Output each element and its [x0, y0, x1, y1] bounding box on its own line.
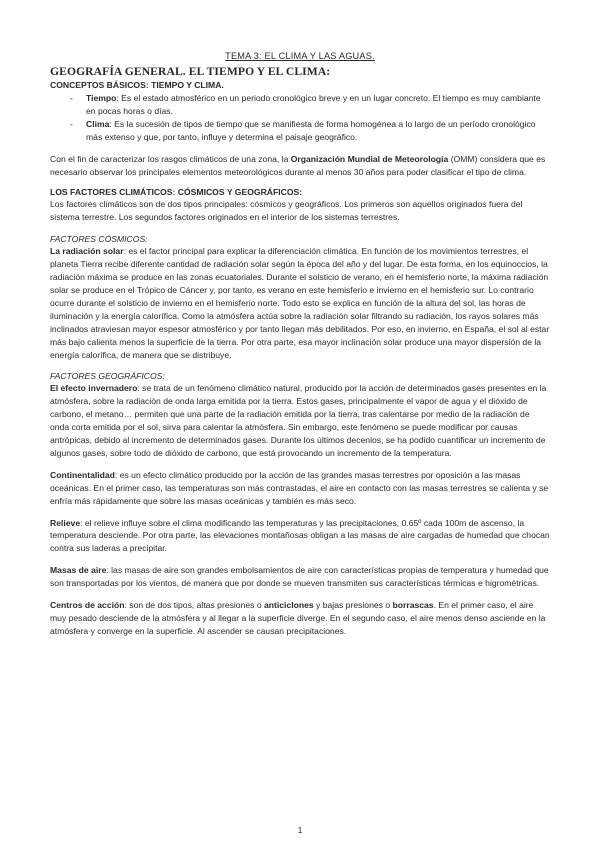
main-heading: GEOGRAFÍA GENERAL. EL TIEMPO Y EL CLIMA:	[50, 65, 331, 78]
document-title: TEMA 3: EL CLIMA Y LAS AGUAS.	[225, 51, 375, 61]
conceptos-heading: CONCEPTOS BÁSICOS: TIEMPO Y CLIMA.	[50, 80, 224, 90]
list-item-tiempo	[50, 92, 550, 118]
radiacion-term: La radiación solar	[50, 246, 124, 257]
page-number: 1	[297, 825, 303, 835]
centros-text-3: . En el primer caso, el aire muy pesado desciende de la atmósfera y al llegar a la superficie diverge. En el segundo caso, el aire menos denso asciende en la atmósfera y converge en la superficie. Al ascender se causan precipitaciones.	[50, 600, 546, 636]
list-item-clima	[50, 118, 550, 144]
continentalidad-text: : es un efecto climático producido por la acción de las grandes masas terrestres por oposición a las masas oceánicas. En el primer caso, las temperaturas son más contrastadas, el aire en contacto con las masas terrestres se calienta y se enfría más rápidamente que sobre las masas oceánicas y también es más seco.	[50, 469, 549, 506]
radiacion-text: : es el factor principal para explicar la diferenciación climática. En función de los movimientos terrestres, el planeta Tierra recibe diferente cantidad de radiación solar según la época del año y del lugar. De esta forma, en los equinoccios, la radiación máxima se produce en las zonas ecuatoriales. Durante el solsticio de verano, en el hemisferio norte, la máxima radiación solar se produce en el Trópico de Cáncer y, por tanto, es verano en este hemisferio e invierno en el hemisferio sur. Lo contrario ocurre durante el solsticio de invierno en el hemisferio norte. Todo esto se explica en función de la altura del sol, las horas de iluminación y la energía calorífica. Como la atmósfera actúa sobre la radiación solar filtrando su radiación, los rayos solares más inclinados atraviesan mayor espesor atmosférico y por tanto llegan más debilitados. Por eso, en invierno, en España, el sol al estar más bajo calienta menos la superficie de la tierra. Por otra parte, esa mayor inclinación solar produce una mayor dispersión de la energía calorífica, de manera que se distribuye.	[50, 246, 550, 360]
omm-text-after: (OMM) considera que es necesario observar los principales elementos meteorológicos durante al menos 30 años para poder clasificar el tipo de clima.	[50, 153, 546, 177]
factores-heading: LOS FACTORES CLIMÁTICOS: CÓSMICOS Y GEOGRÁFICOS:	[50, 187, 303, 198]
centros-text-1: : son de dos tipos, altas presiones o	[124, 600, 264, 611]
factores-intro: Los factores climáticos son de dos tipos principales: cósmicos y geográficos. Los primeros son aquellos originados fuera del sistema terrestre. Los segundos factores originados en el interior de los sistemas terrestres.	[50, 199, 523, 223]
invernadero-text: : se trata de un fenómeno climático natural, producido por la acción de determinados gases presentes en la atmósfera, sobre la radiación de onda larga emitida por la tierra. Estos gases, principalmente el vapor de agua y el dióxido de carbono, el metano… permiten que una parte de la radiación emitida por la tierra, tras calentarse por medio de la radiación de onda corta emitida por el sol, sirva para calentar la atmósfera. Sin embargo, este fenómeno se puede modificar por causas antrópicas, debido al incremento de determinados gases. Durante los últimos decenios, se ha podido cuantificar un incremento de algunos gases, sobre todo de dióxido de carbono, que está provocando un incremento de la temperatura.	[50, 383, 547, 458]
centros-text-2: y bajas presiones o	[313, 600, 393, 611]
masas-term: Masas de aire	[50, 565, 107, 576]
geograficos-heading: FACTORES GEOGRÁFICOS:	[50, 371, 165, 382]
relieve-text: : el relieve influye sobre el clima modificando las temperaturas y las precipitaciones, 0.65º cada 100m de ascenso, la temperatura desciende. Por otra parte, las elevaciones montañosas obligan a las masas de aire cargadas de humedad que chocan contra sus laderas a precipitar.	[50, 517, 550, 554]
invernadero-term: El efecto invernadero	[50, 383, 138, 394]
radiacion-paragraph	[50, 245, 550, 361]
omm-paragraph	[50, 153, 550, 179]
page-content	[50, 50, 550, 638]
anticiclones-term: anticiclones	[264, 600, 314, 611]
masas-paragraph	[50, 564, 550, 590]
term-tiempo: Tiempo	[86, 93, 117, 103]
omm-term: Organización Mundial de Meteorología	[290, 153, 449, 164]
definition-tiempo: : Es el estado atmosférico en un periodo cronológico breve y en un lugar concreto. El tiempo es muy cambiante en pocas horas o días.	[86, 93, 541, 116]
borrascas-term: borrascas	[392, 600, 434, 611]
cosmicos-heading: FACTORES CÓSMICOS:	[50, 234, 148, 245]
centros-term: Centros de acción	[50, 600, 125, 611]
concepts-list	[50, 92, 550, 144]
invernadero-paragraph	[50, 382, 550, 459]
continentalidad-paragraph	[50, 469, 550, 508]
centros-paragraph	[50, 599, 550, 638]
masas-text: : las masas de aire son grandes embolsamientos de aire con características propias de temperatura y humedad que son transportadas por los vientos, de manera que por donde se mueven transmiten sus características térmicas e higrométricas.	[50, 565, 549, 589]
definition-clima: : Es la sucesión de tipos de tiempo que se manifiesta de forma homogénea a lo largo de un período cronológico más extenso y que, por tanto, influye y determina el paisaje geográfico.	[86, 118, 536, 142]
continentalidad-term: Continentalidad	[50, 469, 115, 480]
relieve-term: Relieve	[50, 517, 81, 528]
term-clima: Clima	[86, 118, 110, 129]
omm-text-before: Con el fin de caracterizar los rasgos climáticos de una zona, la	[50, 153, 291, 164]
relieve-paragraph	[50, 517, 550, 556]
